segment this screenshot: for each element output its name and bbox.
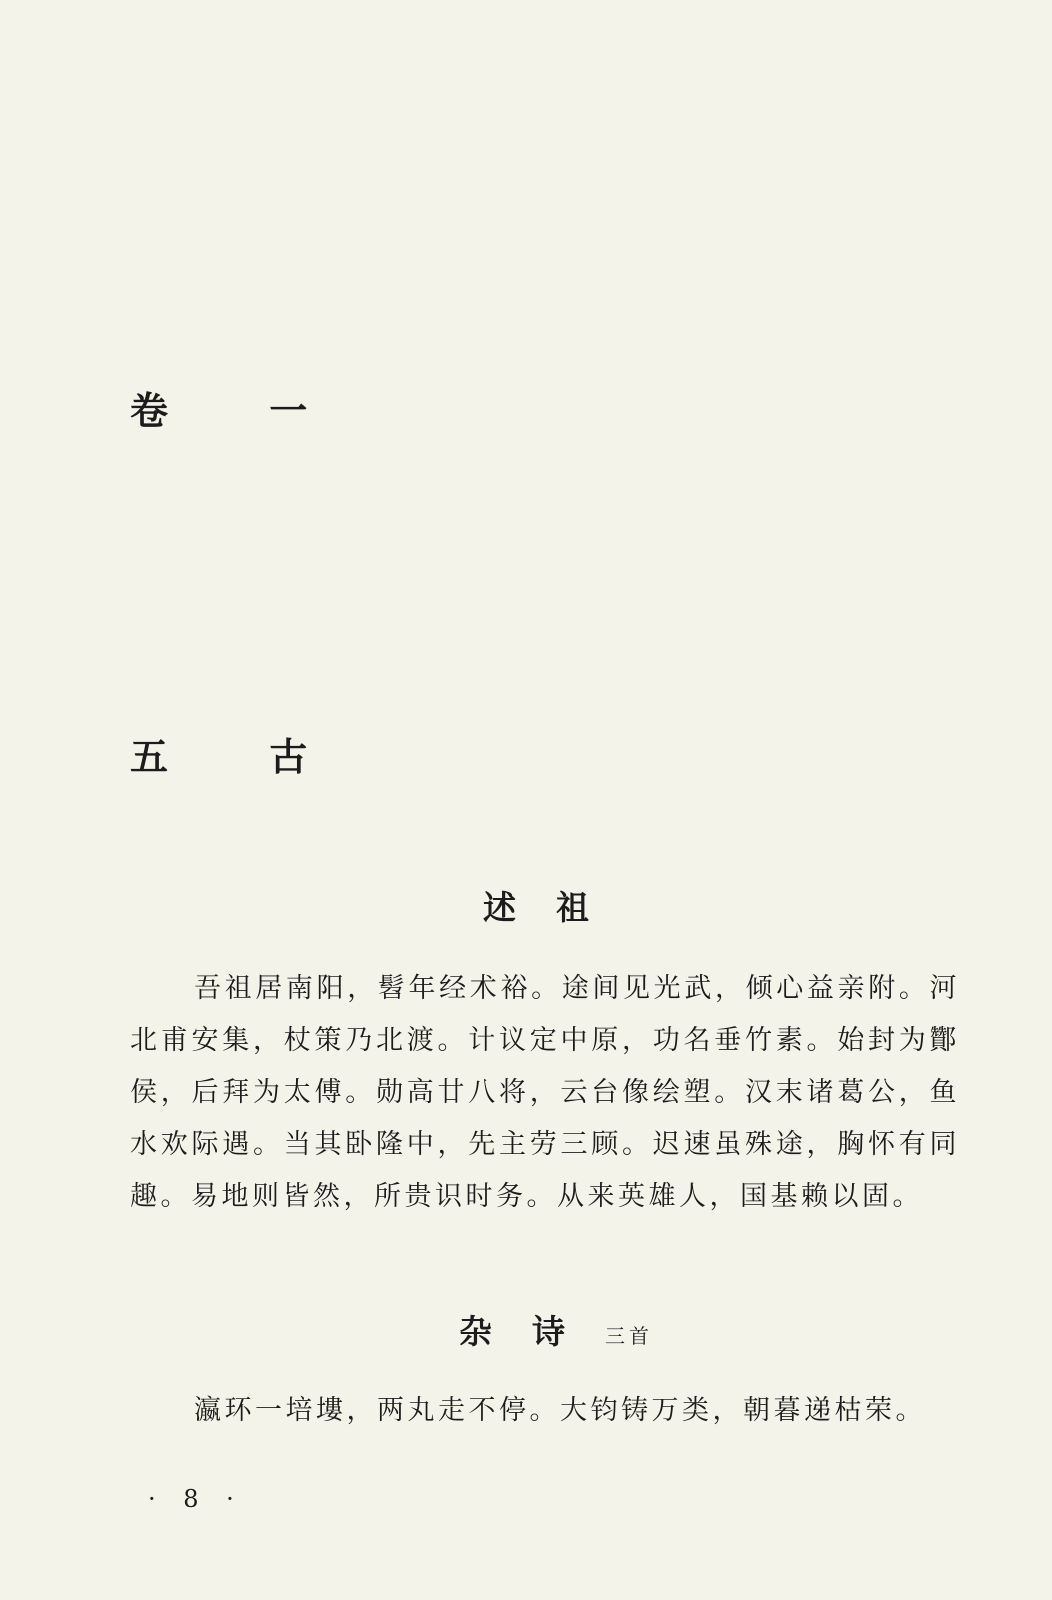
volume-heading: 卷 一 [130, 388, 352, 433]
page-number: · 8 · [148, 1485, 244, 1513]
poem-title-text: 述祖 [483, 888, 629, 927]
poem-body: 瀛环一培塿，两丸走不停。大钧铸万类，朝暮递枯荣。 [194, 1395, 926, 1426]
poem-title [0, 888, 1052, 928]
poem-title [0, 1312, 1052, 1356]
section-heading: 五 古 [130, 734, 352, 779]
poem-body: 吾祖居南阳，髫年经术裕。途间见光武，倾心益亲附。河北甫安集，杖策乃北渡。计议定中原，功名垂竹素。始封为酇侯，后拜为太傅。勋高廿八将，云台像绘塑。汉末诸葛公，鱼水欢际遇。当其卧隆中，先主劳三顾。迟速虽殊途，胸怀有同趣。易地则皆然，所贵识时务。从来英雄人，国基赖以固。 [130, 973, 960, 1212]
poem-title-text: 杂诗 [459, 1312, 605, 1351]
poem-title-note: 三首 [605, 1324, 653, 1348]
